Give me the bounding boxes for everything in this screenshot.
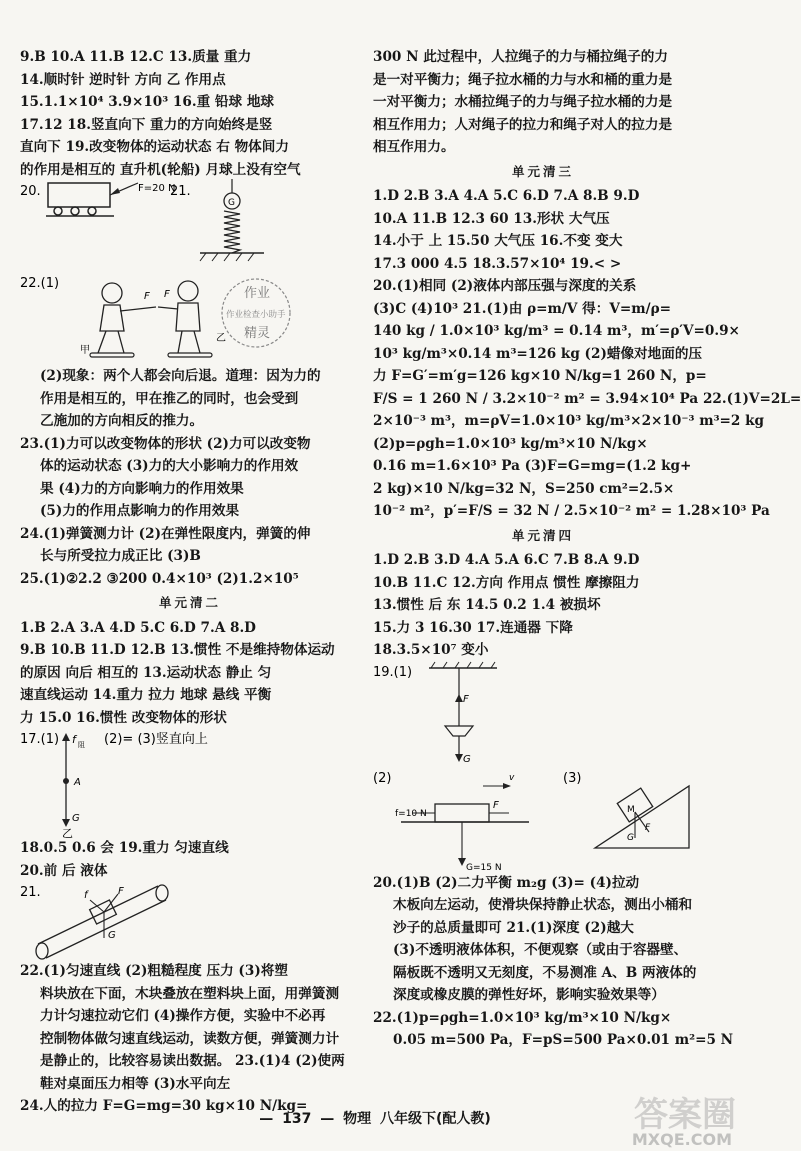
answer-line: 速直线运动 14.重力 拉力 地球 悬线 平衡 <box>20 687 272 703</box>
right-column <box>373 46 801 1052</box>
left-column <box>20 46 360 1118</box>
skateboard <box>90 353 134 357</box>
stamp-text: 作业 <box>244 286 271 301</box>
answer-line: 24.人的拉力 F=G=mg=30 kg×10 N/kg= <box>20 1098 308 1114</box>
answer-line: 隔板既不透明又无刻度，不易测准 A、B 两液体的 <box>393 964 697 981</box>
fig21-g-label: G <box>228 198 235 208</box>
pipe-end <box>156 885 168 901</box>
watermark-logo: 答案圈 <box>634 1095 736 1135</box>
cart-wheel <box>71 207 79 215</box>
answer-line: 18.3.5×10⁷ 变小 <box>373 642 489 658</box>
answer-line: 20.前 后 液体 <box>20 862 108 879</box>
answer-line: 10³ kg/m³×0.14 m³=126 kg (2)蜡像对地面的压 <box>373 345 703 362</box>
answer-line: 2×10⁻³ m³，m=ρV=1.0×10³ kg/m³×2×10⁻³ m³=2 kg <box>373 413 765 429</box>
answer-line: 0.05 m=500 Pa，F=pS=500 Pa×0.01 m²=5 N <box>393 1032 734 1048</box>
answer-line: 0.16 m=1.6×10³ Pa (3)F=G=mg=(1.2 kg+ <box>373 458 692 474</box>
fig17-yi-label: 乙 <box>62 827 73 840</box>
section-heading: 单元清三 <box>511 163 574 179</box>
section-heading: 单元清二 <box>158 595 221 610</box>
figure-17 <box>20 729 360 840</box>
answer-line: 乙施加的方向相反的推力。 <box>40 413 204 429</box>
answer-line: 20.(1)相同 (2)液体内部压强与深度的关系 <box>373 278 637 294</box>
answer-line: 23.(1)力可以改变物体的形状 (2)力可以改变物 <box>20 435 311 452</box>
hatch <box>491 662 495 668</box>
answer-line: 直向下 19.改变物体的运动状态 右 物体间力 <box>20 139 289 155</box>
gravity-arrowhead <box>458 858 466 866</box>
answer-line: 一对平衡力；水桶拉绳子的力与绳子拉水桶的力是 <box>373 94 673 110</box>
fig19-ff-label: F <box>645 822 651 833</box>
cart-body <box>48 183 110 207</box>
skater-leg <box>178 331 182 353</box>
fig21b-fl-label: f <box>84 890 88 901</box>
incline <box>595 786 689 848</box>
answer-line: 的原因 向后 相互的 13.运动状态 静止 匀 <box>20 664 272 681</box>
answer-line: 鞋对桌面压力相等 (3)水平向左 <box>40 1075 231 1092</box>
hatch <box>467 662 471 668</box>
skater-body <box>100 305 124 331</box>
skateboard <box>168 353 212 357</box>
answer-line: 是一对平衡力；绳子拉水桶的力与水和桶的重力是 <box>373 71 673 88</box>
answer-line: 1.B 2.A 3.A 4.D 5.C 6.D 7.A 8.D <box>20 619 256 636</box>
hatch <box>248 253 254 261</box>
answer-line: 9.B 10.A 11.B 12.C 13.质量 重力 <box>20 49 252 65</box>
figure-22 <box>20 269 360 365</box>
pipe-edge <box>38 886 158 944</box>
fig21-number: 21. <box>170 184 191 199</box>
gravity-arrowhead <box>455 754 463 762</box>
fig19-F2-label: F <box>493 799 499 811</box>
hatch <box>212 253 218 261</box>
answer-line: 料块放在下面，木块叠放在塑料块上面，用弹簧测 <box>40 985 340 1002</box>
answer-line: 140 kg / 1.0×10³ kg/m³ = 0.14 m³，m′=ρ′V=0.9× <box>373 323 740 339</box>
answer-line: 是静止的，比较容易读出数据。 23.(1)4 (2)使两 <box>40 1053 345 1069</box>
answer-line: 果 (4)力的方向影响力的作用效果 <box>40 480 244 497</box>
cart-wheel <box>54 207 62 215</box>
fig19-part2: (2) <box>373 770 392 786</box>
hatch <box>236 253 242 261</box>
watermark-url: MXQE.COM <box>631 1130 732 1149</box>
section-heading: 单元清四 <box>511 527 574 543</box>
answer-line: 相互作用力。 <box>373 139 455 155</box>
answer-line: 10⁻² m²，p′=F/S = 32 N / 2.5×10⁻² m² = 1.28×10³ Pa <box>373 503 770 519</box>
force-arrowhead <box>62 733 70 741</box>
friction-arrow <box>90 900 104 912</box>
label-yi: 乙 <box>216 333 226 344</box>
answer-line: 14.小于 上 15.50 大气压 16.不变 变大 <box>373 233 623 249</box>
hatch <box>479 662 483 668</box>
answer-line: 体的运动状态 (3)力的大小影响力的作用效 <box>40 458 299 474</box>
answer-line: 24.(1)弹簧测力计 (2)在弹性限度内，弹簧的伸 <box>20 525 311 542</box>
answer-line: 2 kg)×10 N/kg=32 N，S=250 cm²=2.5× <box>373 480 675 497</box>
answer-line: 力 15.0 16.惯性 改变物体的形状 <box>20 709 227 726</box>
fig19-f-label: F <box>463 693 469 705</box>
stamp-text: 作业检查小助手 <box>226 310 286 320</box>
gravity-arrowhead <box>62 819 70 827</box>
block <box>435 804 489 822</box>
answer-line: (2)p=ρgh=1.0×10³ kg/m³×10 N/kg× <box>373 435 648 452</box>
fig17-f-sub: 阻 <box>78 741 85 749</box>
fig19-part3: (3) <box>563 770 582 786</box>
answer-line: 22.(1)p=ρgh=1.0×10³ kg/m³×10 N/kg× <box>373 1009 672 1026</box>
fig21b-number: 21. <box>20 885 41 900</box>
answer-line: 17.12 18.竖直向下 重力的方向始终是竖 <box>20 116 273 133</box>
answer-line: 15.1.1×10⁴ 3.9×10³ 16.重 铅球 地球 <box>20 94 275 110</box>
page-number: — 137 — <box>259 1111 335 1127</box>
answer-line: 木板向左运动，使滑块保持静止状态，测出小桶和 <box>393 897 693 913</box>
hatch <box>224 253 230 261</box>
fig21b-g-label: G <box>108 930 116 941</box>
fig22-number: 22.(1) <box>20 276 60 291</box>
answer-line: 13.惯性 后 东 14.5 0.2 1.4 被损坏 <box>373 597 601 613</box>
fig19-m-label: M <box>627 804 635 815</box>
fig21b-f-label: F <box>118 886 124 897</box>
fig19-v-label: v <box>509 772 515 783</box>
answer-line: (3)C (4)10³ 21.(1)由 ρ=m/V 得：V=m/ρ= <box>373 300 672 317</box>
stamp-text: 精灵 <box>244 326 271 341</box>
skater-leg <box>118 331 124 353</box>
force-label: F <box>164 289 170 300</box>
answer-line: 15.力 3 16.30 17.连通器 下降 <box>373 619 573 636</box>
answer-line: 沙子的总质量即可 21.(1)深度 (2)越大 <box>393 919 634 936</box>
answer-line: 10.A 11.B 12.3 60 13.形状 大气压 <box>373 210 610 227</box>
cart-wheel <box>88 207 96 215</box>
fig19-g15-label: G=15 N <box>466 862 502 873</box>
grade-label: 八年级下(配人教) <box>379 1111 491 1127</box>
answer-line: 1.D 2.B 3.A 4.A 5.C 6.D 7.A 8.B 9.D <box>373 188 640 204</box>
answer-line: 作用是相互的，甲在推乙的同时，也会受到 <box>40 390 299 407</box>
answer-line: 相互作用力；人对绳子的拉力和绳子对人的拉力是 <box>373 116 673 133</box>
label-jia: 甲 <box>80 345 90 356</box>
force-arrowhead <box>455 694 463 702</box>
hatch <box>443 662 447 668</box>
answer-line: 长与所受拉力成正比 (3)B <box>40 548 201 564</box>
answer-line: 9.B 10.B 11.D 12.B 13.惯性 不是维持物体运动 <box>20 642 335 658</box>
diagram-pipe-block <box>20 882 360 960</box>
fig17-part2: (2)= (3)竖直向上 <box>104 732 208 747</box>
answer-line: 14.顺时针 逆时针 方向 乙 作用点 <box>20 71 226 88</box>
answer-line: 300 N 此过程中，人拉绳子的力与桶拉绳子的力 <box>373 49 668 65</box>
subject-label: 物理 <box>343 1111 372 1127</box>
skater-arm <box>120 307 156 311</box>
diagram-skaters <box>20 269 360 365</box>
lamp <box>445 726 473 736</box>
answer-line: 17.3 000 4.5 18.3.57×10⁴ 19.< > <box>373 255 622 272</box>
fig19-g3-label: G <box>627 832 634 843</box>
fig19-f10-label: f=10 N <box>395 808 427 819</box>
answer-line: (2)现象：两个人都会向后退。道理：因为力的 <box>40 368 321 384</box>
answer-line: 力 F=G′=m′g=126 kg×10 N/kg=1 260 N，p= <box>373 368 707 384</box>
skater-head <box>102 283 122 303</box>
pipe-end <box>36 943 48 959</box>
force-label: F <box>144 291 150 302</box>
skater-leg <box>98 331 106 353</box>
answer-line: 的作用是相互的 直升机(轮船) 月球上没有空气 <box>20 161 301 178</box>
answer-line: 力计匀速拉动它们 (4)操作方便，实验中不必再 <box>40 1008 326 1024</box>
figure-19 <box>373 662 713 872</box>
answer-line: (3)不透明液体体积，不便观察（或由于容器壁、 <box>393 942 688 958</box>
answer-line: (5)力的作用点影响力的作用效果 <box>40 503 240 519</box>
hatch <box>200 253 206 261</box>
figure-20-21 <box>20 181 360 269</box>
spring <box>224 211 240 253</box>
fig20-force-label: F=20 N <box>138 183 176 194</box>
hatch <box>455 662 459 668</box>
hatch <box>431 662 435 668</box>
fig17-f-label: f <box>72 733 76 746</box>
fig19-number: 19.(1) <box>373 664 413 680</box>
figure-21-pipe <box>20 882 360 960</box>
fig17-g-label: G <box>72 813 80 824</box>
force-arrowhead <box>110 188 120 195</box>
answer-line: 25.(1)②2.2 ③200 0.4×10³ (2)1.2×10⁵ <box>20 570 299 587</box>
fig19-g-label: G <box>463 753 471 765</box>
skater-head <box>178 281 198 301</box>
velocity-arrowhead <box>503 783 511 789</box>
skater-arm <box>158 307 178 309</box>
diagram-cart-spring <box>20 181 360 269</box>
fig17-a-label: A <box>74 777 81 788</box>
answer-line: 控制物体做匀速直线运动，读数方便，弹簧测力计 <box>40 1030 340 1047</box>
fig20-number: 20. <box>20 184 41 199</box>
answer-line: 深度或橡皮膜的弹性好坏，影响实验效果等） <box>393 987 665 1003</box>
answer-line: 1.D 2.B 3.D 4.A 5.A 6.C 7.B 8.A 9.D <box>373 552 640 568</box>
answer-line: 22.(1)匀速直线 (2)粗糙程度 压力 (3)将塑 <box>20 963 288 979</box>
diagram-19 <box>373 662 713 872</box>
diagram-forces-a <box>20 729 360 840</box>
skater-body <box>176 303 200 331</box>
skater-leg <box>194 331 200 353</box>
answer-line: 20.(1)B (2)二力平衡 m₂g (3)= (4)拉动 <box>373 874 640 891</box>
fig17-number: 17.(1) <box>20 732 60 747</box>
answer-line: F/S = 1 260 N / 3.2×10⁻² m² = 3.94×10⁴ Pa 22.(1)V=2L= <box>373 390 801 407</box>
answer-line: 18.0.5 0.6 会 19.重力 匀速直线 <box>20 840 229 856</box>
answer-line: 10.B 11.C 12.方向 作用点 惯性 摩擦阻力 <box>373 574 640 591</box>
